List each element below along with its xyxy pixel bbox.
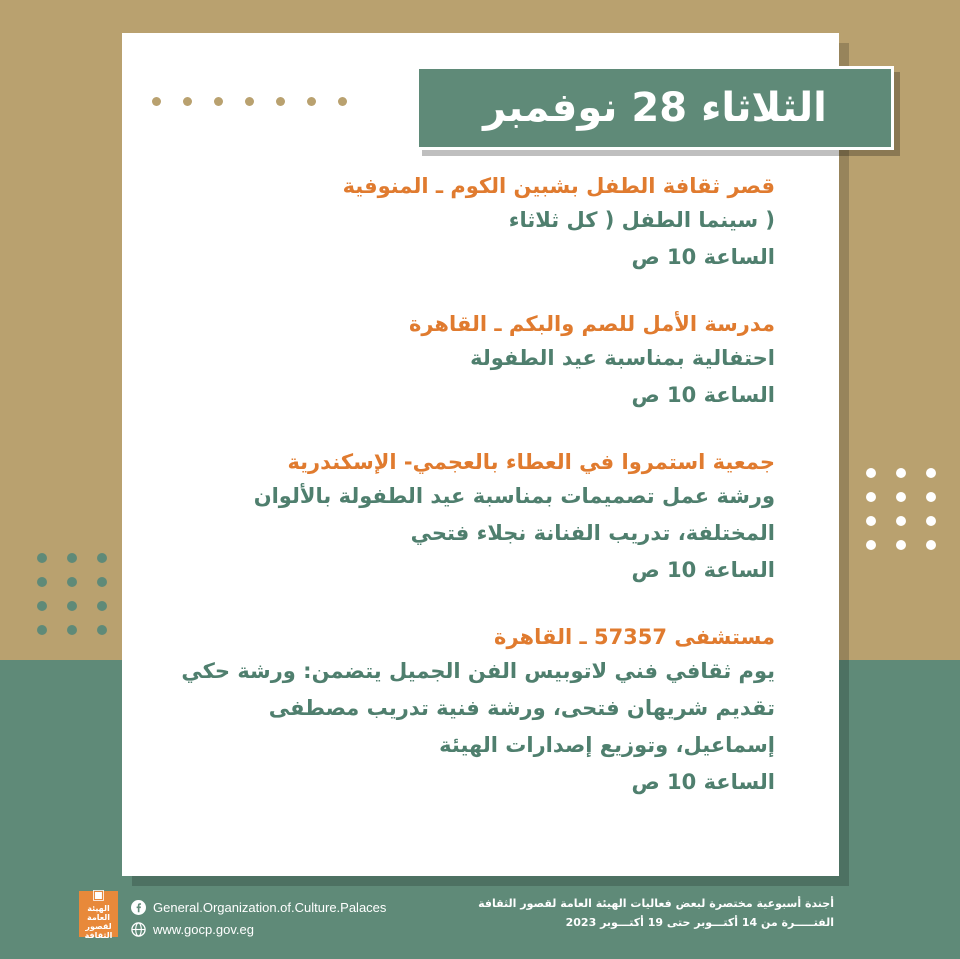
decorative-dot [37,577,47,587]
logo-mark-icon: ▣ [91,887,106,903]
event-description: إسماعيل، وتوزيع إصدارات الهيئة [439,733,775,757]
decorative-dot [97,625,107,635]
decorative-dot [67,577,77,587]
agenda-period: الفتـــــرة من 14 أكتـــوبر حتى 19 أكتـــوبر 2023 [565,916,834,929]
event-time: الساعة 10 ص [631,245,775,269]
event-time: الساعة 10 ص [631,558,775,582]
event-item [150,446,775,589]
event-item [150,308,775,414]
logo-text: الهيئة [87,904,110,913]
facebook-page-name: General.Organization.of.Culture.Palaces [153,899,387,915]
event-venue: مستشفى 57357 ـ القاهرة [494,625,775,649]
facebook-icon [130,899,146,915]
decorative-dot [37,625,47,635]
decorative-dots-grid-right [866,468,946,548]
decorative-dot [97,553,107,563]
event-item [150,621,775,801]
event-description: تقديم شريهان فتحى، ورشة فنية تدريب مصطفى [268,696,775,720]
decorative-dot [926,468,936,478]
decorative-dot [866,468,876,478]
decorative-dot [67,601,77,611]
decorative-dot [67,625,77,635]
facebook-link[interactable] [130,896,386,918]
decorative-dot [926,516,936,526]
decorative-dot [896,516,906,526]
decorative-dot [896,540,906,550]
event-item [150,170,775,276]
decorative-dot [896,492,906,502]
decorative-dot [866,540,876,550]
agenda-line: أجندة أسبوعية مختصرة لبعض فعاليات الهيئة العامة لقصور الثقافة [478,897,834,910]
event-time: الساعة 10 ص [631,383,775,407]
decorative-dot [926,492,936,502]
decorative-dot [97,601,107,611]
website-link[interactable] [130,918,386,940]
logo-text: الثقافة [84,931,113,940]
page-title: الثلاثاء 28 نوفمبر [483,85,827,131]
decorative-dots-grid-left [37,553,117,633]
website-url: www.gocp.gov.eg [153,921,254,937]
event-venue: مدرسة الأمل للصم والبكم ـ القاهرة [408,312,775,336]
events-list [150,170,775,833]
decorative-dots-row [152,97,352,109]
date-header [416,66,894,150]
event-description: ( سينما الطفل ( كل ثلاثاء [508,208,775,232]
event-description: يوم ثقافي فني لاتوبيس الفن الجميل يتضمن: ورشة حكي [181,659,775,683]
logo-text: العامة [86,913,111,922]
decorative-dot [97,577,107,587]
decorative-dot [37,601,47,611]
decorative-dot [67,553,77,563]
decorative-dot [37,553,47,563]
event-description: ورشة عمل تصميمات بمناسبة عيد الطفولة بالألوان [253,484,775,508]
decorative-dot [926,540,936,550]
decorative-dot [896,468,906,478]
logo-text: لقصور [85,922,112,931]
event-venue: جمعية استمروا في العطاء بالعجمي- الإسكندرية [287,450,775,474]
event-description: احتفالية بمناسبة عيد الطفولة [470,346,775,370]
gocp-logo [79,887,118,940]
event-description: المختلفة، تدريب الفنانة نجلاء فتحي [410,521,775,545]
event-venue: قصر ثقافة الطفل بشبين الكوم ـ المنوفية [342,174,775,198]
agenda-info [478,894,834,932]
footer-contacts [130,896,386,940]
decorative-dot [866,492,876,502]
decorative-dot [866,516,876,526]
globe-icon [130,921,146,937]
event-time: الساعة 10 ص [631,770,775,794]
